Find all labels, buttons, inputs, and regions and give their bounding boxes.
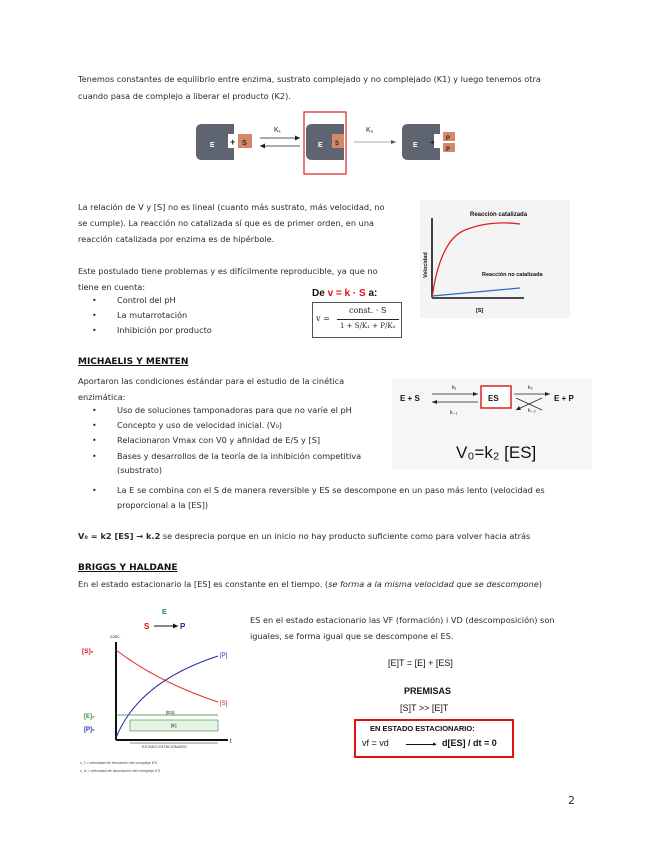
steady-state-arrowhead: ▸: [433, 741, 437, 748]
graph1-xlabel: [S]: [476, 308, 484, 314]
formula-denominator: 1 + S/K₁ + P/K₂: [340, 322, 396, 330]
enzyme-label-1: E: [210, 142, 215, 149]
list-item: • La mutarrotación: [78, 308, 298, 323]
mm-bullet-list: [78, 403, 388, 464]
mm-km1-label: k₋₁: [450, 410, 458, 416]
steady-state-vf-vd: vf = vd: [362, 738, 389, 748]
graph2-note-1: v_f = velocidad de formación del complejo ES: [80, 761, 157, 765]
list-item: • Uso de soluciones tamponadoras para que no varíe el pH: [78, 403, 388, 418]
formula-post: a:: [368, 288, 378, 299]
bh-heading: BRIGGS Y HALDANE: [78, 563, 178, 573]
graph2-s-label: S: [144, 622, 150, 631]
bound-substrate-label: S: [335, 141, 340, 147]
intro-line-2: cuando pasa de complejo a liberar el producto (K2).: [78, 91, 291, 101]
mm-mechanism-diagram: [392, 378, 592, 470]
mm-left-species: E + S: [400, 394, 420, 403]
list-item: • Relacionaron Vmax con V0 y afinidad de E/S y [S]: [78, 433, 388, 448]
graph1-title: Reacción catalizada: [470, 212, 528, 218]
product-label-2: P: [446, 147, 451, 153]
product-label-1: P: [446, 136, 451, 142]
list-item: • Concepto y uso de velocidad inicial. (V₀): [78, 418, 388, 433]
list-item: • Control del pH: [78, 293, 298, 308]
velocity-substrate-chart: [420, 200, 570, 318]
enzyme-shape-1: [196, 124, 234, 160]
list-item: • Bases y desarrollos de la teoría de la inhibición competitiva: [78, 449, 388, 464]
graph2-e0-label: [E]₀: [84, 714, 95, 720]
postulate-line-1: Este postulado tiene problemas y es difícilmente reproducible, ya que no: [78, 266, 378, 276]
k1-label: K₁: [274, 127, 282, 134]
postulate-bullet-list: [78, 293, 298, 339]
formula-v: v =: [316, 314, 330, 323]
bh-line-1: En el estado estacionario la [ES] es constante en el tiempo. (se forma a la misma velocidad que se descompone): [78, 579, 542, 589]
formula-vks: v = k · S: [327, 288, 366, 299]
steady-state-chart: [78, 602, 238, 784]
enzyme-label-2: E: [318, 142, 323, 149]
mm-bullet-5-cont: proporcional a la [ES]): [117, 500, 209, 510]
premisas-eq-2: [S]T >> [E]T: [400, 703, 449, 713]
mm-v0-equation: V₀=k₂ [ES]: [456, 443, 537, 462]
rate-formula: [312, 288, 402, 342]
graph2-t-label: t: [230, 739, 232, 745]
relation-line-3: reacción catalizada por enzima es de hipérbole.: [78, 234, 275, 244]
formula-box: [312, 302, 402, 338]
formula-numerator: const. · S: [349, 306, 387, 315]
k2-label: K₂: [366, 127, 374, 134]
postulate-line-2: tiene en cuenta:: [78, 282, 146, 292]
mm-k1-label: k₁: [452, 385, 457, 391]
premisas-panel: [352, 656, 518, 766]
mm-final-line: [78, 529, 598, 544]
enzyme-label-3: E: [413, 142, 418, 149]
graph1-ylabel: Velocidad: [423, 252, 429, 278]
steady-state-derivative: d[ES] / dt = 0: [442, 738, 497, 748]
mm-final-bold: V₀ = k2 [ES] → k.2: [78, 531, 161, 541]
premisas-eq-1: [E]T = [E] + [ES]: [388, 658, 453, 668]
graph2-p-label: P: [180, 622, 186, 631]
graph2-pt-label: [P]: [220, 653, 228, 659]
relation-line-2: se cumple). La reacción no catalizada sí que es de primer orden, en una: [78, 218, 375, 228]
intro-line-1: Tenemos constantes de equilibrio entre enzima, sustrato complejado y no complejado (K1) y luego tenemos otra: [78, 74, 541, 84]
substrate-label: S: [242, 140, 247, 147]
graph2-steady-label: ESTADO ESTACIONARIO: [142, 745, 187, 749]
formula-pre: De: [312, 288, 325, 299]
mm-final-rest: se desprecia porque en un inicio no hay producto suficiente como para volver hacia atrás: [160, 531, 531, 541]
graph2-st-label: [S]: [220, 701, 228, 707]
graph2-e-label: E: [162, 609, 167, 616]
mm-bullet-list-2: [78, 483, 578, 498]
mm-bullet-4-cont: (substrato): [117, 465, 163, 475]
steady-state-title: EN ESTADO ESTACIONARIO:: [370, 724, 475, 733]
graph2-note-2: v_d = velocidad de disociación del complejo ES: [80, 769, 161, 773]
plus-sign: +: [230, 137, 236, 147]
bh-line-1-italic: se forma a la misma velocidad que se descompone: [328, 579, 539, 589]
steady-state-box: [354, 719, 514, 758]
relation-line-1: La relación de V y [S] no es lineal (cuanto más sustrato, más velocidad, no: [78, 202, 385, 212]
enzyme-binding-diagram: [194, 110, 460, 176]
graph2-ef-label: [E]: [171, 723, 177, 728]
mm-line-2: enzimática:: [78, 392, 126, 402]
list-item: • Inhibición por producto: [78, 323, 298, 338]
mm-heading: MICHAELIS Y MENTEN: [78, 357, 189, 367]
mm-km2-label: k₋₂: [528, 408, 536, 414]
graph2-s0-label: [S]₀: [82, 648, 94, 655]
bh-para-1: ES en el estado estacionario las VF (formación) i VD (descomposición) son: [250, 615, 555, 625]
list-item: • La E se combina con el S de manera reversible y ES se descompone en un paso más lento (velocidad es: [78, 483, 578, 498]
graph2-p0-label: [P]₀: [84, 727, 95, 733]
mm-k2-label: k₂: [528, 385, 533, 391]
bh-para-2: iguales, se forma igual que se descompone el ES.: [250, 631, 454, 641]
plus-sign-2: +: [430, 138, 435, 147]
graph1-noncat-label: Reacción no catalizada: [482, 272, 543, 278]
mm-es-label: ES: [488, 394, 499, 403]
mm-line-1: Aportaron las condiciones estándar para el estudio de la cinética: [78, 376, 345, 386]
mm-right-species: E + P: [554, 394, 574, 403]
graph2-conc-label: conc.: [110, 634, 121, 639]
page-number: 2: [568, 794, 575, 807]
premisas-title: PREMISAS: [404, 686, 452, 696]
graph2-es-label: [ES]: [166, 710, 175, 715]
